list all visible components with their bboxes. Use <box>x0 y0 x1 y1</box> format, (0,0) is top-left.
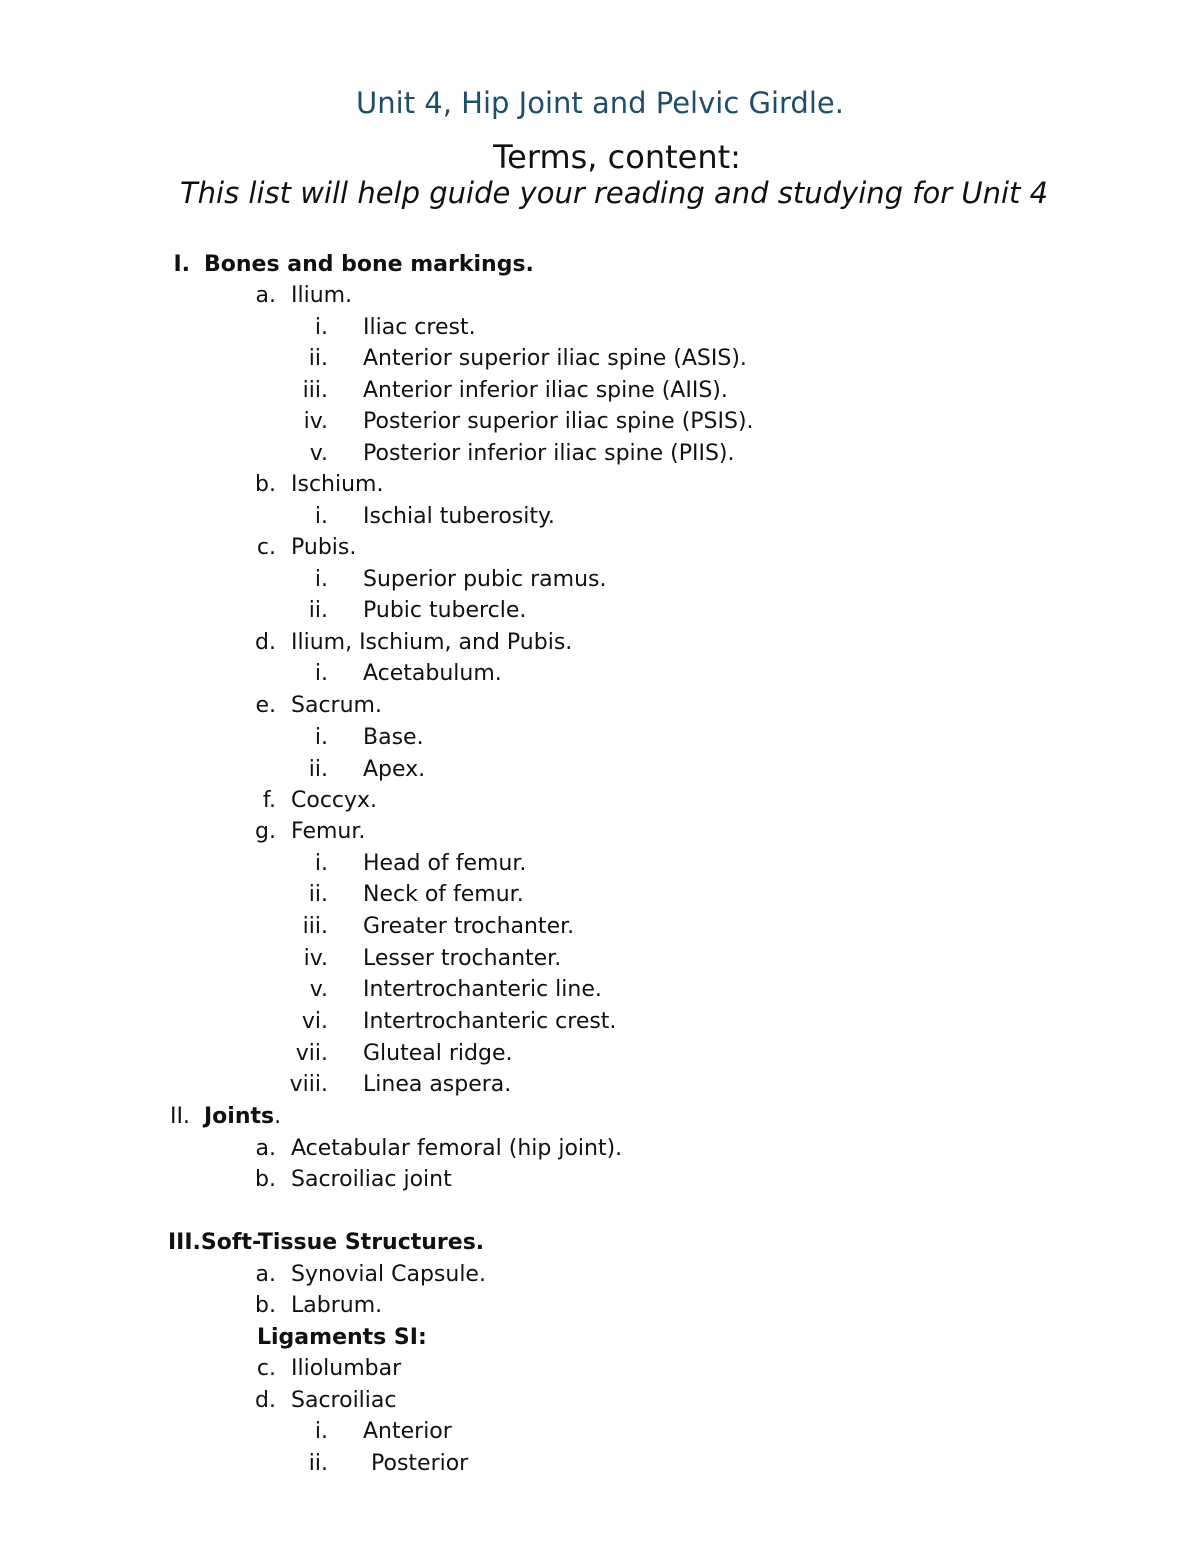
list-marker: v. <box>309 441 328 466</box>
list-text: Coccyx. <box>291 788 378 813</box>
list-marker: b. <box>255 1293 276 1318</box>
section-title-bold: Joints <box>204 1104 275 1129</box>
list-marker: c. <box>256 1356 276 1381</box>
list-text: Acetabulum. <box>363 661 502 686</box>
list-text: Superior pubic ramus. <box>363 567 607 592</box>
list-text: Sacroiliac <box>291 1388 397 1413</box>
list-marker: ii. <box>308 598 328 623</box>
ligaments-heading: Ligaments SI: <box>257 1325 427 1350</box>
list-marker: c. <box>256 535 276 560</box>
list-text: Acetabular femoral (hip joint). <box>291 1136 623 1161</box>
list-marker: iii. <box>302 914 328 939</box>
list-marker: d. <box>255 630 276 655</box>
list-text: Femur. <box>291 819 366 844</box>
list-text: Ilium. <box>291 283 353 308</box>
list-marker: i. <box>314 851 328 876</box>
section-title: Bones and bone markings. <box>204 252 534 277</box>
document-subtitle: Terms, content: <box>493 138 741 176</box>
list-text: Greater trochanter. <box>363 914 575 939</box>
section-number: I. <box>173 252 190 277</box>
list-marker: i. <box>314 567 328 592</box>
list-text: Gluteal ridge. <box>363 1041 513 1066</box>
list-text: Head of femur. <box>363 851 527 876</box>
list-text: Base. <box>363 725 424 750</box>
list-text: Posterior inferior iliac spine (PIIS). <box>363 441 735 466</box>
document-title: Unit 4, Hip Joint and Pelvic Girdle. <box>356 86 844 120</box>
list-text: Posterior superior iliac spine (PSIS). <box>363 409 754 434</box>
list-text: Linea aspera. <box>363 1072 512 1097</box>
list-marker: d. <box>255 1388 276 1413</box>
list-marker: iv. <box>303 409 328 434</box>
list-marker: iii. <box>302 378 328 403</box>
list-text: Ilium, Ischium, and Pubis. <box>291 630 573 655</box>
list-text: Sacrum. <box>291 693 382 718</box>
list-marker: viii. <box>289 1072 328 1097</box>
list-marker: f. <box>262 788 276 813</box>
list-text: Iliac crest. <box>363 315 476 340</box>
list-text: Intertrochanteric line. <box>363 977 602 1002</box>
list-marker: ii. <box>308 757 328 782</box>
list-marker: b. <box>255 1167 276 1192</box>
list-text: Labrum. <box>291 1293 383 1318</box>
list-text: Anterior <box>363 1419 452 1444</box>
list-text: Neck of femur. <box>363 882 524 907</box>
list-marker: g. <box>255 819 276 844</box>
section-title-suffix: . <box>274 1104 282 1129</box>
list-text: Pubis. <box>291 535 357 560</box>
list-text: Anterior superior iliac spine (ASIS). <box>363 346 747 371</box>
list-text: Synovial Capsule. <box>291 1262 486 1287</box>
document-guide-text: This list will help guide your reading and studying for Unit 4 <box>179 176 1049 210</box>
list-marker: i. <box>314 315 328 340</box>
list-marker: a. <box>255 283 276 308</box>
list-text: Ischium. <box>291 472 384 497</box>
list-marker: b. <box>255 472 276 497</box>
list-marker: i. <box>314 1419 328 1444</box>
list-marker: i. <box>314 661 328 686</box>
list-marker: i. <box>314 504 328 529</box>
list-text: Iliolumbar <box>291 1356 402 1381</box>
list-marker: i. <box>314 725 328 750</box>
section-title <box>204 1101 281 1133</box>
list-text: Sacroiliac joint <box>291 1167 452 1192</box>
list-marker: ii. <box>308 882 328 907</box>
list-text: Lesser trochanter. <box>363 946 562 971</box>
list-marker: vi. <box>301 1009 328 1034</box>
section-number: II. <box>170 1104 190 1129</box>
list-marker: ii. <box>308 1451 328 1476</box>
list-marker: vii. <box>295 1041 328 1066</box>
list-marker: a. <box>255 1136 276 1161</box>
list-text: Posterior <box>371 1451 469 1476</box>
list-marker: e. <box>255 693 276 718</box>
list-text: Ischial tuberosity. <box>363 504 555 529</box>
list-text: Anterior inferior iliac spine (AIIS). <box>363 378 728 403</box>
list-marker: iv. <box>303 946 328 971</box>
list-marker: ii. <box>308 346 328 371</box>
section-title: III.Soft-Tissue Structures. <box>168 1230 485 1255</box>
list-text: Apex. <box>363 757 426 782</box>
list-text: Intertrochanteric crest. <box>363 1009 617 1034</box>
list-marker: a. <box>255 1262 276 1287</box>
list-marker: v. <box>309 977 328 1002</box>
list-text: Pubic tubercle. <box>363 598 527 623</box>
